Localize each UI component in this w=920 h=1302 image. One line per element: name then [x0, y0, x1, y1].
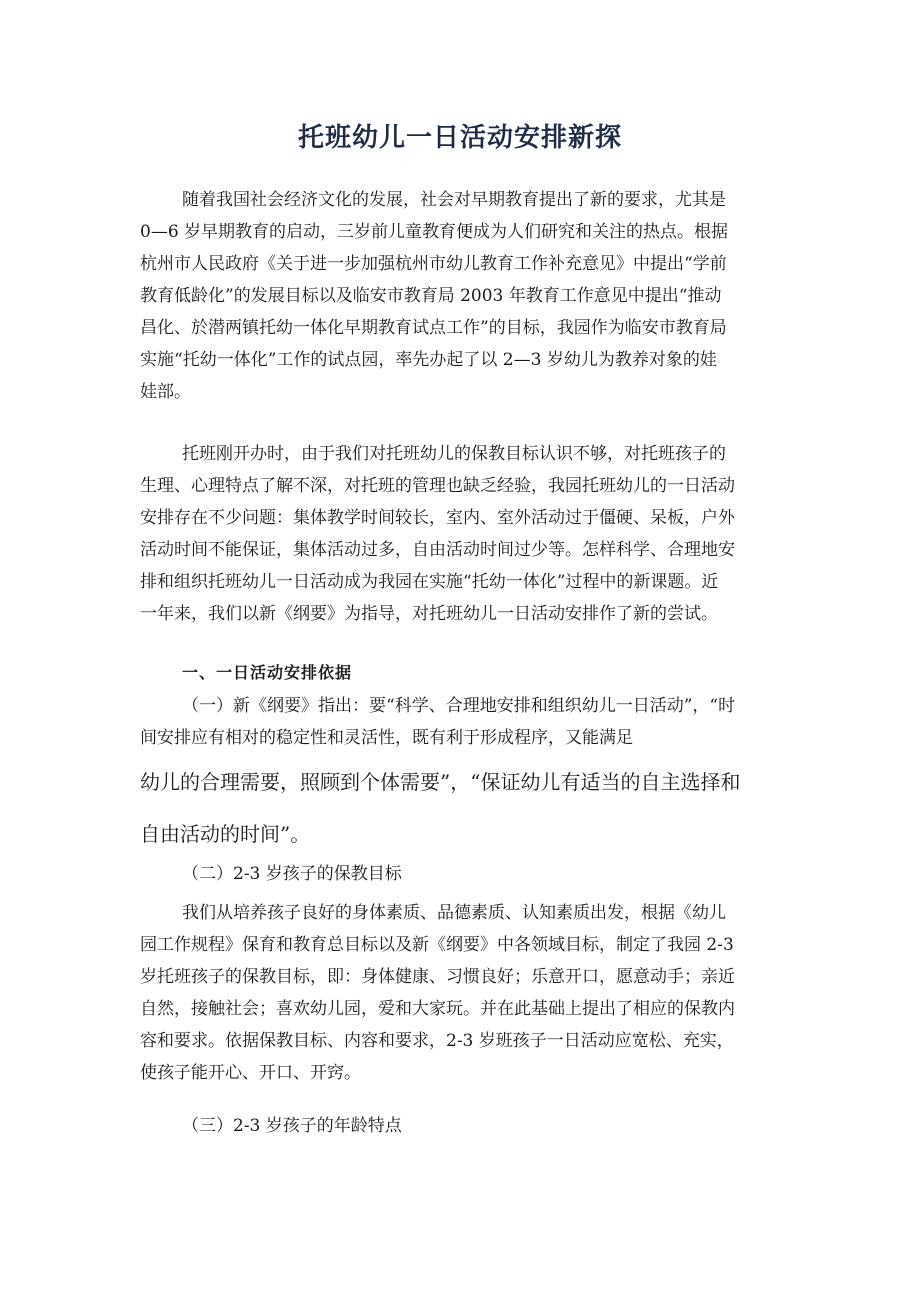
text-line: 安排存在不少问题：集体教学时间较长，室内、室外活动过于僵硬、呆板，户外	[140, 508, 735, 528]
paragraph-guideline	[140, 690, 782, 754]
text-line: 自然，接触社会；喜欢幼儿园，爱和大家玩。并在此基础上提出了相应的保教内	[140, 999, 735, 1019]
text-line: 昌化、於潜两镇托幼一体化早期教育试点工作”的目标，我园作为临安市教育局	[140, 318, 727, 338]
text-line: 排和组织托班幼儿一日活动成为我园在实施“托幼一体化”过程中的新课题。近	[140, 572, 719, 592]
paragraph-goals	[140, 897, 782, 1089]
text-line: 生理、心理特点了解不深，对托班的管理也缺乏经验，我园托班幼儿的一日活动	[140, 476, 735, 496]
text-line-large: 自由活动的时间”。	[140, 822, 311, 846]
text-line: 容和要求。依据保教目标、内容和要求，2-3 岁班孩子一日活动应宽松、充实，	[140, 1031, 734, 1051]
text-line: 托班刚开办时，由于我们对托班幼儿的保教目标认识不够，对托班孩子的	[182, 444, 726, 464]
paragraph-problems	[140, 438, 782, 630]
paragraph-guideline-large	[140, 760, 782, 856]
text-line: 教育低龄化”的发展目标以及临安市教育局 2003 年教育工作意见中提出“推动	[140, 286, 722, 306]
text-line: 我们从培养孩子良好的身体素质、品德素质、认知素质出发，根据《幼儿	[182, 903, 726, 923]
section-heading-text: 一、一日活动安排依据	[182, 663, 353, 682]
section-heading	[140, 657, 782, 689]
text-line: 一年来，我们以新《纲要》为指导，对托班幼儿一日活动安排作了新的尝试。	[140, 604, 718, 624]
text-line: 娃部。	[140, 382, 191, 402]
paragraph-intro	[140, 184, 782, 408]
text-line: 实施“托幼一体化”工作的试点园，率先办起了以 2—3 岁幼儿为教养对象的娃	[140, 350, 717, 370]
text-line: 岁托班孩子的保教目标，即：身体健康、习惯良好；乐意开口，愿意动手；亲近	[140, 967, 735, 987]
text-line: （一）新《纲要》指出：要“科学、合理地安排和组织幼儿一日活动”，“时	[182, 696, 736, 716]
subheading-goals	[140, 858, 782, 890]
text-line: 0—6 岁早期教育的启动，三岁前儿童教育便成为人们研究和关注的热点。根据	[140, 222, 729, 242]
text-line: 使孩子能开心、开口、开窍。	[140, 1063, 361, 1083]
subheading-text: （三）2-3 岁孩子的年龄特点	[182, 1116, 402, 1136]
text-line: 间安排应有相对的稳定性和灵活性，既有利于形成程序，又能满足	[140, 728, 633, 748]
subheading-text: （二）2-3 岁孩子的保教目标	[182, 864, 402, 884]
text-line-large: 幼儿的合理需要，照顾到个体需要”，“保证幼儿有适当的自主选择和	[140, 770, 741, 794]
document-title: 托班幼儿一日活动安排新探	[297, 123, 622, 153]
text-line: 随着我国社会经济文化的发展，社会对早期教育提出了新的要求，尤其是	[182, 190, 726, 210]
subheading-age	[140, 1110, 782, 1142]
text-line: 园工作规程》保育和教育总目标以及新《纲要》中各领域目标，制定了我园 2-3	[140, 935, 734, 955]
text-line: 杭州市人民政府《关于进一步加强杭州市幼儿教育工作补充意见》中提出“学前	[140, 254, 727, 274]
text-line: 活动时间不能保证，集体活动过多，自由活动时间过少等。怎样科学、合理地安	[140, 540, 735, 560]
